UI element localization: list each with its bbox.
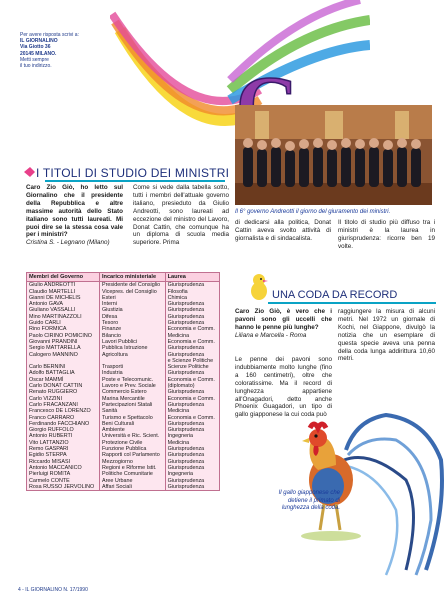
table-header: Incarico ministeriale <box>99 273 165 282</box>
member-name-cell: Antonio RUBERTI <box>27 433 100 439</box>
degree-cell: Giurisprudenza <box>165 452 219 458</box>
member-name-cell: Calogero MANNINO <box>27 352 100 358</box>
ministry-cell: Interni <box>99 301 165 307</box>
ministry-cell: Partecipazioni Statali <box>99 402 165 408</box>
member-name-cell: Renato RUGGIERO <box>27 389 100 395</box>
address-line: Metti sempre <box>20 56 49 63</box>
address-line: IL GIORNALINO <box>20 38 58 45</box>
address-line: Per avere risposta scrivi a: <box>20 32 79 38</box>
ministry-cell: Beni Culturali <box>99 421 165 427</box>
title-divider <box>45 180 225 182</box>
table-row <box>27 478 220 484</box>
member-name-cell: Rosa RUSSO JERVOLINO <box>27 484 100 491</box>
rooster-caption: Il gallo giapponese che detiene il primato di lunghezza della coda. <box>278 490 340 511</box>
article2-col1: Le penne dei pavoni sono indubbiamente molto lunghe (fino a 160 centimetri), oltre che coloratissime. Ma il record di lunghezza appartiene all'Onagadori, detto anche Phoenix Guagadori, un tipo di gallo giapponese la cui coda può <box>235 356 332 419</box>
article1-col4: Il titolo di studio più diffuso tra i ministri è la laurea in giurisprudenza: ricorre ben 19 volte. <box>338 219 435 250</box>
table-row <box>27 352 220 358</box>
degree-cell: Medicina <box>165 408 219 414</box>
title-divider <box>268 302 436 304</box>
table-row <box>27 484 220 491</box>
degree-cell: Economia e Comm. <box>165 326 219 332</box>
rooster-illustration <box>236 400 444 580</box>
table-row <box>27 452 220 458</box>
member-name-cell: Pierluigi ROMITA <box>27 471 100 477</box>
member-name-cell: Gianni DE MICHELIS <box>27 295 100 301</box>
chick-icon <box>248 272 270 302</box>
degree-cell: Medicina <box>165 440 219 446</box>
degree-cell: Giurisprudenza <box>165 282 219 289</box>
member-name-cell: Giulio ANDREOTTI <box>27 282 100 289</box>
member-name-cell: Guido CARLI <box>27 320 100 326</box>
table-header: Membri del Governo <box>27 273 100 282</box>
question-text: Caro Zio Giò, è vero che i pavoni sono gli uccelli che hanno le penne più lunghe? <box>235 308 332 331</box>
address-box <box>20 32 112 69</box>
table-row <box>27 471 220 477</box>
table-row <box>27 415 220 421</box>
member-name-cell: Rino FORMICA <box>27 326 100 332</box>
degree-cell: Giurisprudenza <box>165 478 219 484</box>
member-name-cell: Antonio MACCANICO <box>27 465 100 471</box>
table-row <box>27 396 220 402</box>
ministry-cell: Presidente del Consiglio <box>99 282 165 289</box>
article1-question <box>26 184 123 247</box>
member-name-cell: Franco CARRARO <box>27 415 100 421</box>
degree-cell: Giurisprudenza <box>165 484 219 491</box>
degree-cell: Economia e Comm. <box>165 339 219 345</box>
article2-question <box>235 308 332 340</box>
article1-col2: Come si vede dalla tabella sotto, tutti i membri dell'attuale governo italiano, presieduto da Giulio Andreotti, sono laureati ad eccezione del ministro del Lavoro, Donat Cattin, che comunque ha un diploma di scuola media superiore. Prima <box>133 184 229 247</box>
degree-cell: Economia e Comm. <box>165 377 219 383</box>
degree-cell: Giurisprudenza <box>165 402 219 408</box>
member-name-cell: Riccardo MISASI <box>27 459 100 465</box>
degree-cell: Giurisprudenza <box>165 446 219 452</box>
degree-cell: Giurisprudenza <box>165 427 219 433</box>
table-header: Laurea <box>165 273 219 282</box>
member-name-cell: Carlo BERNINI <box>27 364 100 370</box>
page-footer: 4 - IL GIORNALINO N. 17/1990 <box>18 587 88 593</box>
ministry-cell: Lavori Pubblici <box>99 339 165 345</box>
question-text: Caro Zio Giò, ho letto sul Giornalino che il presidente della Repubblica e altre massime autorità dello Stato italiano sono tutti laureati. Mi puoi dire se la stessa cosa vale per i ministri? <box>26 184 123 239</box>
ministry-cell: Trasporti <box>99 364 165 370</box>
table-header-row <box>27 273 220 282</box>
ministry-cell: Protezione Civile <box>99 440 165 446</box>
degree-cell: Giurisprudenza <box>165 465 219 471</box>
ministry-cell: Difesa <box>99 314 165 320</box>
ministry-cell: Agricoltura <box>99 352 165 358</box>
ministry-cell: Affari Sociali <box>99 484 165 491</box>
ministers-table <box>26 272 220 491</box>
ministry-cell: Mezzogiorno <box>99 459 165 465</box>
member-name-cell: Carlo DONAT CATTIN <box>27 383 100 389</box>
ministry-cell: Ambiente <box>99 427 165 433</box>
degree-cell: Giurisprudenza <box>165 320 219 326</box>
article1-col3: di dedicarsi alla politica, Donat Cattin aveva svolto attività di giornalista e di sindacalista. <box>235 219 331 242</box>
member-name-cell: Ferdinando FACCHIANO <box>27 421 100 427</box>
ministry-cell: Finanze <box>99 326 165 332</box>
member-name-cell: Carlo FRACANZANI <box>27 402 100 408</box>
ministry-cell: Università e Ric. Scient. <box>99 433 165 439</box>
degree-cell: Giurisprudenza <box>165 389 219 395</box>
member-name-cell: Francesco DE LORENZO <box>27 408 100 414</box>
member-name-cell: Adolfo BATTAGLIA <box>27 370 100 376</box>
degree-cell: Giurisprudenza <box>165 352 219 358</box>
table-body <box>27 282 220 491</box>
member-name-cell: Sergio MATTARELLA <box>27 345 100 351</box>
table-row <box>27 345 220 351</box>
ministry-cell: Pubblica Istruzione <box>99 345 165 351</box>
degree-cell: Ingegneria <box>165 433 219 439</box>
ministry-cell: Regioni e Riforme Istit. <box>99 465 165 471</box>
degree-cell: Filosofia <box>165 289 219 295</box>
ministry-cell: Marina Mercantile <box>99 396 165 402</box>
degree-cell: e Scienze Politiche <box>165 358 219 364</box>
degree-cell: Giurisprudenza <box>165 345 219 351</box>
ministry-cell: Vicepres. del Consiglio <box>99 289 165 295</box>
table-row <box>27 459 220 465</box>
ministry-cell: Commercio Estero <box>99 389 165 395</box>
article2-title: UNA CODA DA RECORD <box>272 289 398 301</box>
table-row <box>27 389 220 395</box>
member-name-cell: Claudio MARTELLI <box>27 289 100 295</box>
degree-cell: Chimica <box>165 295 219 301</box>
member-name-cell: Oscar MAMMÌ <box>27 377 100 383</box>
degree-cell: Medicina <box>165 333 219 339</box>
address-line: il tuo indirizzo. <box>20 63 52 70</box>
ministry-cell: Rapporti col Parlamento <box>99 452 165 458</box>
ministers-photo-illustration <box>235 105 432 205</box>
question-signature: Liliana e Marcella - Roma <box>235 331 307 339</box>
degree-cell: Giurisprudenza <box>165 314 219 320</box>
ministers-photo <box>235 105 432 205</box>
ministry-cell: Turismo e Spettacolo <box>99 415 165 421</box>
degree-cell: Giurisprudenza <box>165 301 219 307</box>
ministry-cell: Bilancio <box>99 333 165 339</box>
member-name-cell: Carlo VIZZINI <box>27 396 100 402</box>
member-name-cell: Giuliano VASSALLI <box>27 307 100 313</box>
degree-cell: Ingegneria <box>165 471 219 477</box>
address-line: Via Giotto 36 <box>20 44 51 51</box>
photo-caption: Il 6° governo Andreotti il giorno del giuramento dei ministri. <box>235 209 391 215</box>
address-line: 20145 MILANO. <box>20 50 57 57</box>
ministry-cell: Poste e Telecomunic. <box>99 377 165 383</box>
degree-cell: Giurisprudenza <box>165 307 219 313</box>
question-signature: Cristina S. - Legnano (Milano) <box>26 239 110 247</box>
degree-cell: Giurisprudenza <box>165 459 219 465</box>
ministry-cell: Giustizia <box>99 307 165 313</box>
ministry-cell: Esteri <box>99 295 165 301</box>
ministry-cell: Industria <box>99 370 165 376</box>
member-name-cell: Mino MARTINAZZOLI <box>27 314 100 320</box>
ministry-cell: Sanità <box>99 408 165 414</box>
article1-title: I TITOLI DI STUDIO DEI MINISTRI <box>36 166 230 180</box>
member-name-cell: Giovanni PRANDINI <box>27 339 100 345</box>
ministry-cell: Funzione Pubblica <box>99 446 165 452</box>
article2-col2: raggiungere la misura di alcuni metri. Nel 1972 un giornale di Kochi, nel Giappone, divulgò la notizia che un esemplare di questa specie aveva una penna della coda lunga addirittura 10,60 metri. <box>338 308 435 363</box>
degree-cell: Giurisprudenza <box>165 370 219 376</box>
degree-cell: Scienze Politiche <box>165 364 219 370</box>
degree-cell: Economia e Comm. <box>165 415 219 421</box>
ministry-cell: Lavoro e Prev. Sociale <box>99 383 165 389</box>
table-row <box>27 433 220 439</box>
member-name-cell: Giorgio RUFFOLO <box>27 427 100 433</box>
member-name-cell: Remo GASPARI <box>27 446 100 452</box>
ministry-cell: Tesoro <box>99 320 165 326</box>
degree-cell: (diplomato) <box>165 383 219 389</box>
member-name-cell: Paolo CIRINO POMICINO <box>27 333 100 339</box>
ministry-cell: Aree Urbane <box>99 478 165 484</box>
member-name-cell: Carmelo CONTE <box>27 478 100 484</box>
member-name-cell: Vito LATTANZIO <box>27 440 100 446</box>
member-name-cell: Antonio GAVA <box>27 301 100 307</box>
degree-cell: Giurisprudenza <box>165 421 219 427</box>
member-name-cell: Egidio STERPA <box>27 452 100 458</box>
ministry-cell: Politiche Comunitarie <box>99 471 165 477</box>
degree-cell: Economia e Comm. <box>165 396 219 402</box>
pointing-hand-icon <box>22 164 36 180</box>
table-row <box>27 282 220 289</box>
